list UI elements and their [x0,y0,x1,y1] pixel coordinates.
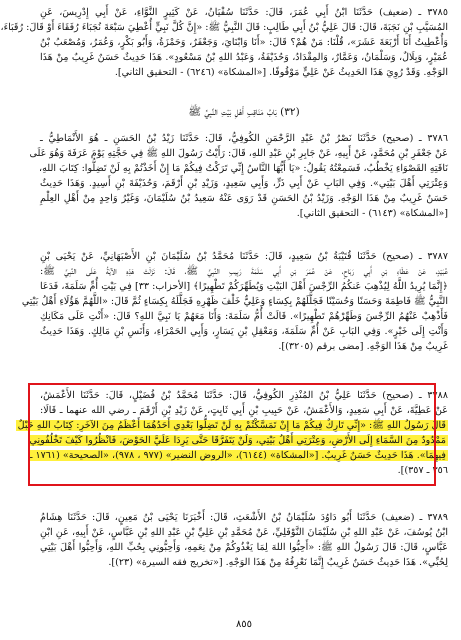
hadith-3788-line-6: ٣٥٦ ـ ٣٥٧)]. [397,465,448,476]
hadith-3785-line-3: وَأُعْطِيتُ أَنَا أَرْبَعَةَ عَشَرَ»، قُلْنَا: مَنْ هُمْ؟ قَالَ: «أَنَا وَابْنَايَ، وَجَعْفَرٌ، وَحَمْزَةُ، وَأَبُو بَكْرٍ، وَعُمَرُ، وَمُصْعَبُ بْنُ [40,37,448,48]
chapter-heading: (٣٢) بَابُ مَنَاقِبِ أَهْلِ بَيْتِ النَّبِيِّ ﷺ [188,106,300,118]
hadith-3787-line-7: غَرِيبٌ مِنْ هَذَا الوَجْهِ. [مضى برقم (٣٢٠٥)]. [278,341,448,352]
hadith-3785-line-2: المُسَيَّبِ بْنِ نَجَبَةَ، قَالَ: قَالَ عَلِيُّ بْنُ أَبِي طَالِبٍ: قَالَ النَّبِيُّ ﷺ: «إِنَّ كُلَّ نَبِيٍّ أُعْطِيَ سَبْعَةَ نُجَبَاءَ رُفَقَاءَ أَوْ قَالَ: رُقَبَاءَ، [0,22,448,33]
highlighted-text: مَمْدُودٌ مِنَ السَّمَاءِ إِلَى الأَرْضِ، وَعِتْرَتِي أَهْلُ بَيْتِي، وَلَنْ يَتَفَرَّقَا حَتَّى يَرِدَا عَلَيَّ الحَوْضَ، فَانْظُرُوا كَيْفَ تَخْلُفُونِي [29,435,446,446]
hadith-3787-line-5: فَأَذْهِبْ عَنْهُمُ الرِّجْسَ وَطَهِّرْهُمْ تَطْهِيرًا». قَالَتْ أُمُّ سَلَمَةَ: وَأَنَا مَعَهُمْ يَا نَبِيَّ اللهِ؟ قَالَ: «أَنْتِ عَلَى مَكَانِكِ [40,311,448,322]
hadith-3787-line-4: النَّبِيُّ ﷺ فَاطِمَةَ وَحَسَنًا وَحُسَيْنًا فَجَلَّلَهُمْ بِكِسَاءٍ وَعَلِيٌّ خَلْفَ ظَهْرِهِ فَجَلَّلَهُ بِكِسَاءٍ ثُمَّ قَالَ: «اللَّهُمَّ هَؤُلَاءِ أَهْلُ بَيْتِي [21,296,448,307]
hadith-3787-line-2: عُبَيْدٍ، عَنْ عَطَاءِ بْنِ أَبِي رَبَاحٍ، عَنْ عُمَرَ بْنِ أَبِي سَلَمَةَ رَبِيبِ النَّبِيِّ ﷺ، قَالَ: نَزَلَتْ هَذِهِ الآيَةُ عَلَى النَّبِيِّ ﷺ: [40,266,448,277]
hadith-3785-line-5: الوَجْهِ. وَقَدْ رُوِيَ هَذَا الحَدِيثُ عَنْ عَلِيٍّ مَوْقُوفًا. [«المشكاة» (٦٢٤٦) - التحقيق الثاني]. [114,67,448,78]
hadith-3789-line-4: لِحُبِّي». هَذَا حَدِيثٌ حَسَنٌ غَرِيبٌ إِنَّمَا نَعْرِفُهُ مِنْ هَذَا الوَجْهِ. [«تخريج فقه السيرة» (٢٣)]. [108,557,448,568]
hadith-3787-line-3: ﴿إِنَّمَا يُرِيدُ اللَّهُ لِيُذْهِبَ عَنكُمُ الرِّجْسَ أَهْلَ البَيْتِ وَيُطَهِّرَكُمْ تَطْهِيرًا﴾ [الأحزاب: ٣٣] فِي بَيْتِ أُمِّ سَلَمَةَ، فَدَعَا [40,281,448,292]
hadith-3786-line-1: ٣٧٨٦ ـ (صحيح) حَدَّثَنَا نَصْرُ بْنُ عَبْدِ الرَّحْمَنِ الكُوفِيُّ، قَالَ: حَدَّثَنَا زَيْدُ بْنُ الحَسَنِ ـ هُوَ الأَنْمَاطِيُّ ـ [40,133,448,144]
annotation-box [28,383,436,486]
hadith-3786-line-4: وَعِتْرَتِي أَهْلَ بَيْتِي». وَفِي البَابِ عَنْ أَبِي ذَرٍّ، وَأَبِي سَعِيدٍ، وَزَيْدِ بْنِ أَرْقَمَ، وَحُذَيْفَةَ بْنِ أَسِيدٍ. وَهَذَا حَدِيثٌ [40,178,448,189]
document-page [0,6,448,634]
hadith-3787-line-1: ٣٧٨٧ ـ (صحيح) حَدَّثَنَا قُتَيْبَةُ بْنُ سَعِيدٍ، قَالَ: حَدَّثَنَا مُحَمَّدُ بْنُ سُلَيْمَانَ بْنِ الأَصْبَهَانِيِّ، عَنْ يَحْيَى بْنِ [40,251,448,262]
hadith-3789-line-3: عَبَّاسٍ، قَالَ: قَالَ رَسُولُ اللهِ ﷺ: «أَحِبُّوا اللهَ لِمَا يَغْذُوكُمْ مِنْ نِعَمِهِ، وَأَحِبُّونِي بِحُبِّ اللهِ، وَأَحِبُّوا أَهْلَ بَيْتِي [40,542,448,553]
hadith-3788-line-2: عَنْ عَطِيَّةَ، عَنْ أَبِي سَعِيدٍ، وَالأَعْمَشُ، عَنْ حَبِيبِ بْنِ أَبِي ثَابِتٍ، عَنْ زَيْدِ بْنِ أَرْقَمَ ـ رضي الله عنهما ـ قَالَا: [40,405,448,416]
highlighted-text: فِيهِمَا». هَذَا حَدِيثٌ حَسَنٌ غَرِيبٌ. [«المشكاة» (٦١٤٤)، «الروض النضير» (٩٧٧ ، ٩٧٨)، «الصحيحة» (١٧٦١ ـ [29,450,446,461]
hadith-3789-line-1: ٣٧٨٩ ـ (ضعيف) حَدَّثَنَا أَبُو دَاوُدَ سُلَيْمَانُ بْنُ الأَشْعَثِ، قَالَ: أَخْبَرَنَا يَحْيَى بْنُ مَعِينٍ، قَالَ: حَدَّثَنَا هِشَامُ [40,512,448,523]
highlighted-text: قَالَ رَسُولُ اللهِ ﷺ: «إِنِّي تَارِكٌ فِيكُمْ مَا إِنْ تَمَسَّكْتُمْ بِهِ لَنْ تَضِلُّوا بَعْدِي أَحَدُهُمَا أَعْظَمُ مِنَ الآخَرِ: كِتَابُ اللهِ حَبْلٌ [17,420,446,431]
hadith-3786-line-6: [«المشكاة» (٦١٤٣) - التحقيق الثاني]. [296,208,448,219]
hadith-3785-line-4: عُمَيْرٍ، وَبِلَالٌ، وَسَلْمَانُ، وَعَمَّارٌ، وَالمِقْدَادُ، وَحُذَيْفَةُ، وَعَبْدُ اللهِ بْنُ مَسْعُودٍ». هَذَا حَدِيثٌ حَسَنٌ غَرِيبٌ مِنْ هَذَا [40,52,448,63]
page-number: ٨٥٥ [235,619,253,630]
hadith-3787-line-6: وَأَنْتِ إِلَى خَيْرٍ». وَفِي البَابِ عَنْ أُمِّ سَلَمَةَ، وَمَعْقِلِ بْنِ يَسَارٍ، وَأَبِي الحَمْرَاءِ، وَأَنَسِ بْنِ مَالِكٍ. وَهَذَا حَدِيثٌ [40,326,448,337]
hadith-3788-line-1: ٣٧٨٨ ـ (صحيح) حَدَّثَنَا عَلِيُّ بْنُ المُنْذِرِ الكُوفِيُّ، قَالَ: حَدَّثَنَا مُحَمَّدُ بْنُ فُضَيْلٍ، قَالَ: حَدَّثَنَا الأَعْمَشُ، [40,390,448,401]
hadith-3789-line-2: ابْنُ يُوسُفَ، عَنْ عَبْدِ اللهِ بْنِ سُلَيْمَانَ النَّوْفَلِيِّ، عَنْ مُحَمَّدِ بْنِ عَلِيِّ بْنِ عَبْدِ اللهِ بْنِ عَبَّاسٍ، عَنْ أَبِيهِ، عَنِ ابْنِ [40,527,448,538]
hadith-3786-line-5: حَسَنٌ غَرِيبٌ مِنْ هَذَا الوَجْهِ. وَزَيْدُ بْنُ الحَسَنِ قَدْ رَوَى عَنْهُ سَعِيدُ بْنُ سُلَيْمَانَ، وَغَيْرُ وَاحِدٍ مِنْ أَهْلِ العِلْمِ [40,193,448,204]
hadith-3786-line-3: نَاقَتِهِ القَصْوَاءِ يَخْطُبُ، فَسَمِعْتُهُ يَقُولُ: «يَا أَيُّهَا النَّاسُ إِنِّي تَرَكْتُ فِيكُمْ مَا إِنْ أَخَذْتُمْ بِهِ لَنْ تَضِلُّوا: كِتَابَ اللهِ، [39,163,448,174]
hadith-3786-line-2: عَنْ جَعْفَرِ بْنِ مُحَمَّدٍ، عَنْ أَبِيهِ، عَنْ جَابِرِ بْنِ عَبْدِ اللهِ، قَالَ: رَأَيْتُ رَسُولَ اللهِ ﷺ فِي حَجَّتِهِ يَوْمَ عَرَفَةَ وَهُوَ عَلَى [29,148,448,159]
hadith-3785-line-1: ٣٧٨٥ ـ (ضعيف) حَدَّثَنَا ابْنُ أَبِي عُمَرَ، قَالَ: حَدَّثَنَا سُفْيَانُ، عَنْ كَثِيرٍ النَّوَّاءِ، عَنْ أَبِي إِدْرِيسَ، عَنِ [40,7,448,18]
